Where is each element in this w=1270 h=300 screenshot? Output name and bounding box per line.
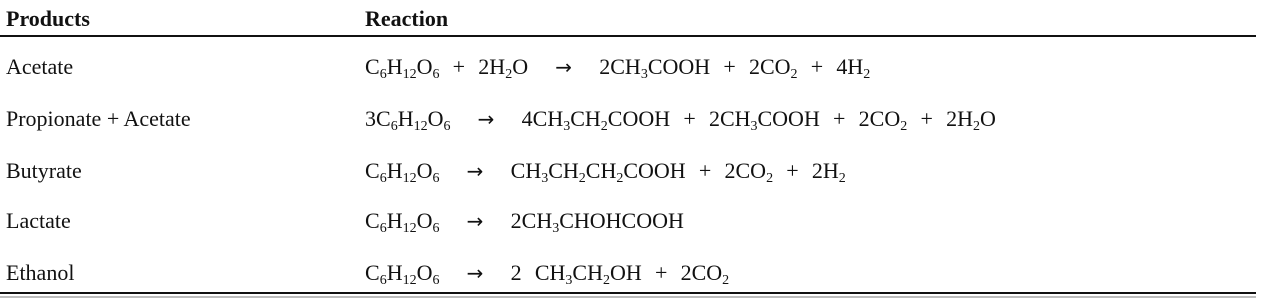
product-cell: Butyrate [6,158,82,183]
reaction-cell: $3C_6H_{12}O_6$ → $4CH_3CH_2COOH$ + $2CH_3COOH + 2CO_2 + 2H_2O$ [365,106,996,134]
product-cell: Lactate [6,208,71,233]
table-row [0,158,1256,198]
product-cell: Propionate + Acetate [6,106,191,131]
header-reaction: Reaction [365,6,449,31]
table-row [0,106,1256,146]
reaction-cell: $C_6H_{12}O_6$ → $2CH_3CHOHCOOH$ [365,208,684,236]
right-arrow-icon: → [466,209,484,233]
header-products: Products [6,6,90,31]
product-cell: Ethanol [6,260,75,285]
top-rule [0,35,1256,37]
right-arrow-icon: → [466,159,484,183]
right-arrow-icon: → [555,55,573,79]
bottom-rule [0,292,1256,294]
table-row [0,208,1256,248]
product-cell: Acetate [6,54,74,79]
table-row [0,260,1256,300]
right-arrow-icon: → [477,107,495,131]
right-arrow-icon: → [466,261,484,285]
reaction-cell: $C_6H_{12}O_6 \to 2$ $CH_3CH_2OH + 2CO_2$ [365,260,730,288]
reaction-cell: $C_6H_{12}O_6 + 2H_2O$ → $2CH_3COOH + 2CO_2 + 4H_2$ [365,54,871,82]
bottom-rule-shadow [0,296,1256,298]
reaction-cell: $C_6H_{12}O_6$ → $CH_3CH_2CH_2COOH + 2CO_2 + 2H_2$ [365,158,846,186]
table-row [0,54,1256,94]
